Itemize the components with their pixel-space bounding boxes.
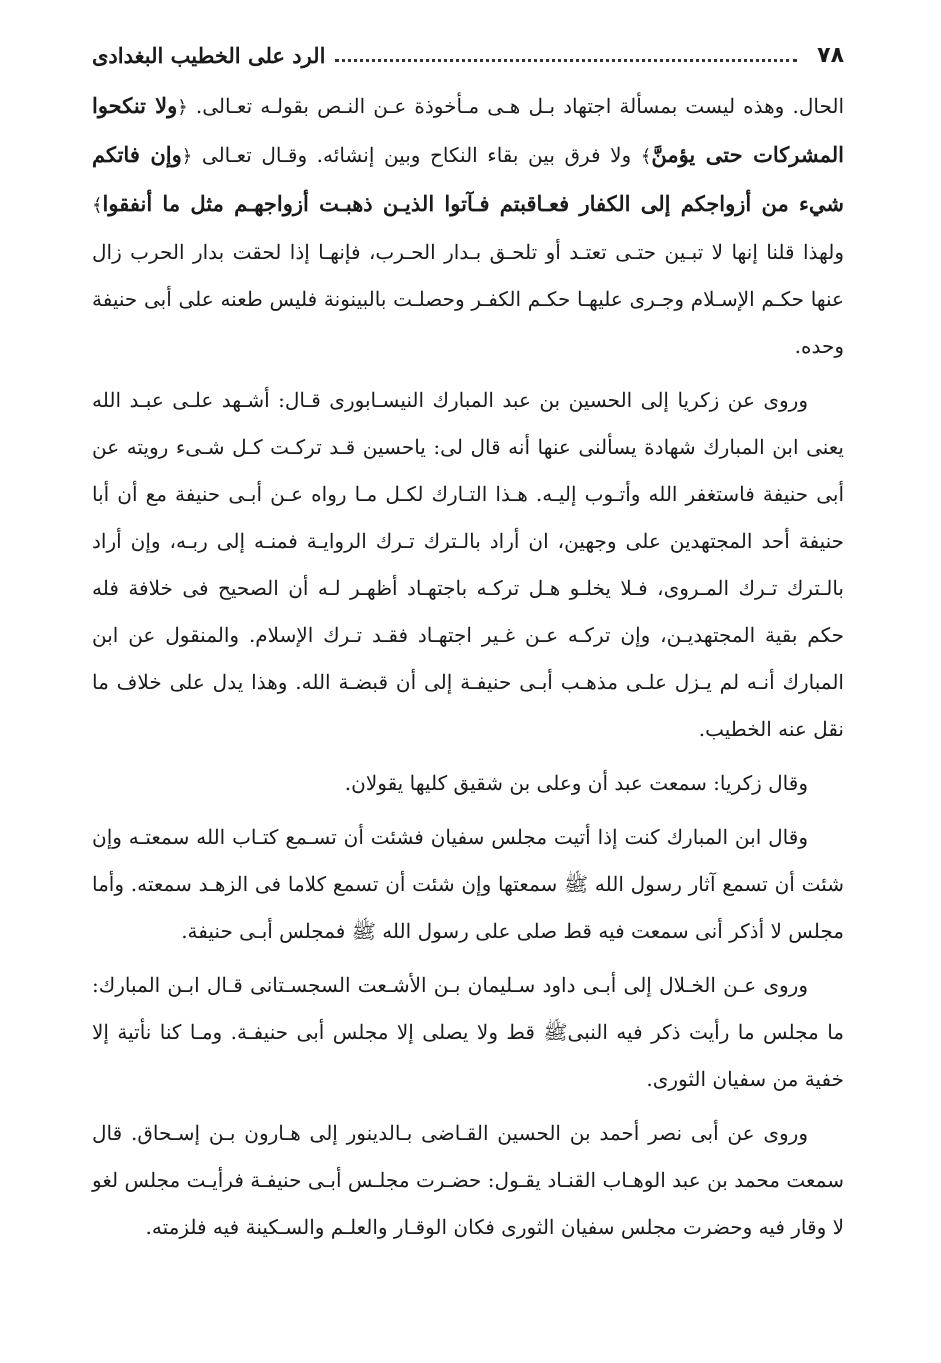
running-title: الرد على الخطيب البغدادى xyxy=(92,43,326,68)
paragraph-text: وقال زكريا: سمعت عبد أن وعلى بن شقيق كليها يقولان. xyxy=(344,771,808,795)
paragraph-text: الحال. وهذه ليست بمسألة اجتهاد بـل هـى مـأخوذة عـن النـص بقولـه تعـالى. xyxy=(187,94,844,118)
quran-open-bracket: ﴿ xyxy=(181,146,193,167)
paragraph-3 xyxy=(92,760,844,807)
quran-close-bracket: ﴾ xyxy=(92,195,103,216)
paragraph-5 xyxy=(92,962,844,1103)
quran-close-bracket: ﴾ xyxy=(640,146,652,167)
paragraph-2 xyxy=(92,377,844,753)
quran-open-bracket: ﴿ xyxy=(177,97,188,118)
paragraph-text: ولا فرق بين بقاء النكاح وبين إنشائه. وقـال تعـالى xyxy=(192,143,641,167)
document-page xyxy=(92,36,844,1251)
quran-verse: وإن فاتكم شيء من أزواجكم إلى الكفار فعـاقبتم فـآتوا الذيـن ذهبـت أزواجهـم مثل ما أنفقوا xyxy=(92,142,844,216)
page-header xyxy=(92,36,844,76)
paragraph-text: وروى عن زكريا إلى الحسين بن عبد المبارك النيسـابورى قـال: أشـهد علـى عبـد الله يعنى ابن المبارك شهادة يسألنى عنها أنه قال لى: ياحسين قـد تركـت كـل شـىء رويته عن أبى حنيفة فاستغفر الله وأتـوب إليـه. هـذا التـارك لكـل مـا رواه عـن أبـى حنيفة مع أن أبا حنيفة أحد المجتهدين على وجهين، ان أراد بالـترك تـرك الروايـة فمنـه إلى ربـه، وإن أراد بالـترك تـرك المـروى، فـلا يخلـو هـل تركـه باجتهـاد أظهـر لـه أن الصحيح فى خلافة فله حكم بقية المجتهديـن، وإن تركـه عـن غـير اجتهـاد فقـد تـرك الإسلام. والمنقول عن ابن المبارك أنـه لم يـزل علـى مذهـب أبـى حنيفـة إلى أن قبضـة الله. وهذا يدل على خلاف ما نقل عنه الخطيب. xyxy=(92,388,844,741)
quran-verse: ولا تنكحوا المشركات حتى يؤمنَّ xyxy=(92,93,844,167)
paragraph-text: وقال ابن المبارك كنت إذا أتيت مجلس سفيان فشئت أن تسـمع كتـاب الله سمعتـه وإن شئت أن تسمع آثار رسول الله ﷺ سمعتها وإن شئت أن تسمع كلاما فى الزهـد سمعته. وأما مجلس لا أذكر أنى سمعت فيه قط صلى على رسول الله ﷺ فمجلس أبـى حنيفة. xyxy=(92,825,844,943)
paragraph-text: وروى عن أبى نصر أحمد بن الحسين القـاضى بـالدينور إلى هـارون بـن إسـحاق. قال سمعت محمد بن عبد الوهـاب القنـاد يقـول: حضـرت مجلـس أبـى حنيفـة فرأيـت مجلس لغو لا وقار فيه وحضرت مجلس سفيان الثورى فكان الوقـار والعلـم والسـكينة فيه فلزمته. xyxy=(92,1121,844,1239)
paragraph-text: ولهذا قلنا إنها لا تبـين حتـى تعتـد أو تلحـق بـدار الحـرب، فإنهـا إذا لحقت بدار الحرب زال عنها حكـم الإسـلام وجـرى عليهـا حكـم الكفـر وحصلـت بالبينونة فليس طعنه على أبى حنيفة وحده. xyxy=(92,240,844,358)
paragraph-text: وروى عـن الخـلال إلى أبـى داود سـليمان بـن الأشـعت السجسـتانى قـال ابـن المبارك: ما مجلس ما رأيت ذكر فيه النبىﷺ قط ولا يصلى إلا مجلس أبى حنيفـة. ومـا كنا نأتية إلا خفية من سفيان الثورى. xyxy=(92,973,844,1091)
page-number: ٧٨ xyxy=(817,43,844,68)
paragraph-4 xyxy=(92,814,844,955)
paragraph-1 xyxy=(92,82,844,370)
header-leader-dots xyxy=(335,59,797,62)
page-body xyxy=(92,82,844,1251)
paragraph-6 xyxy=(92,1110,844,1251)
